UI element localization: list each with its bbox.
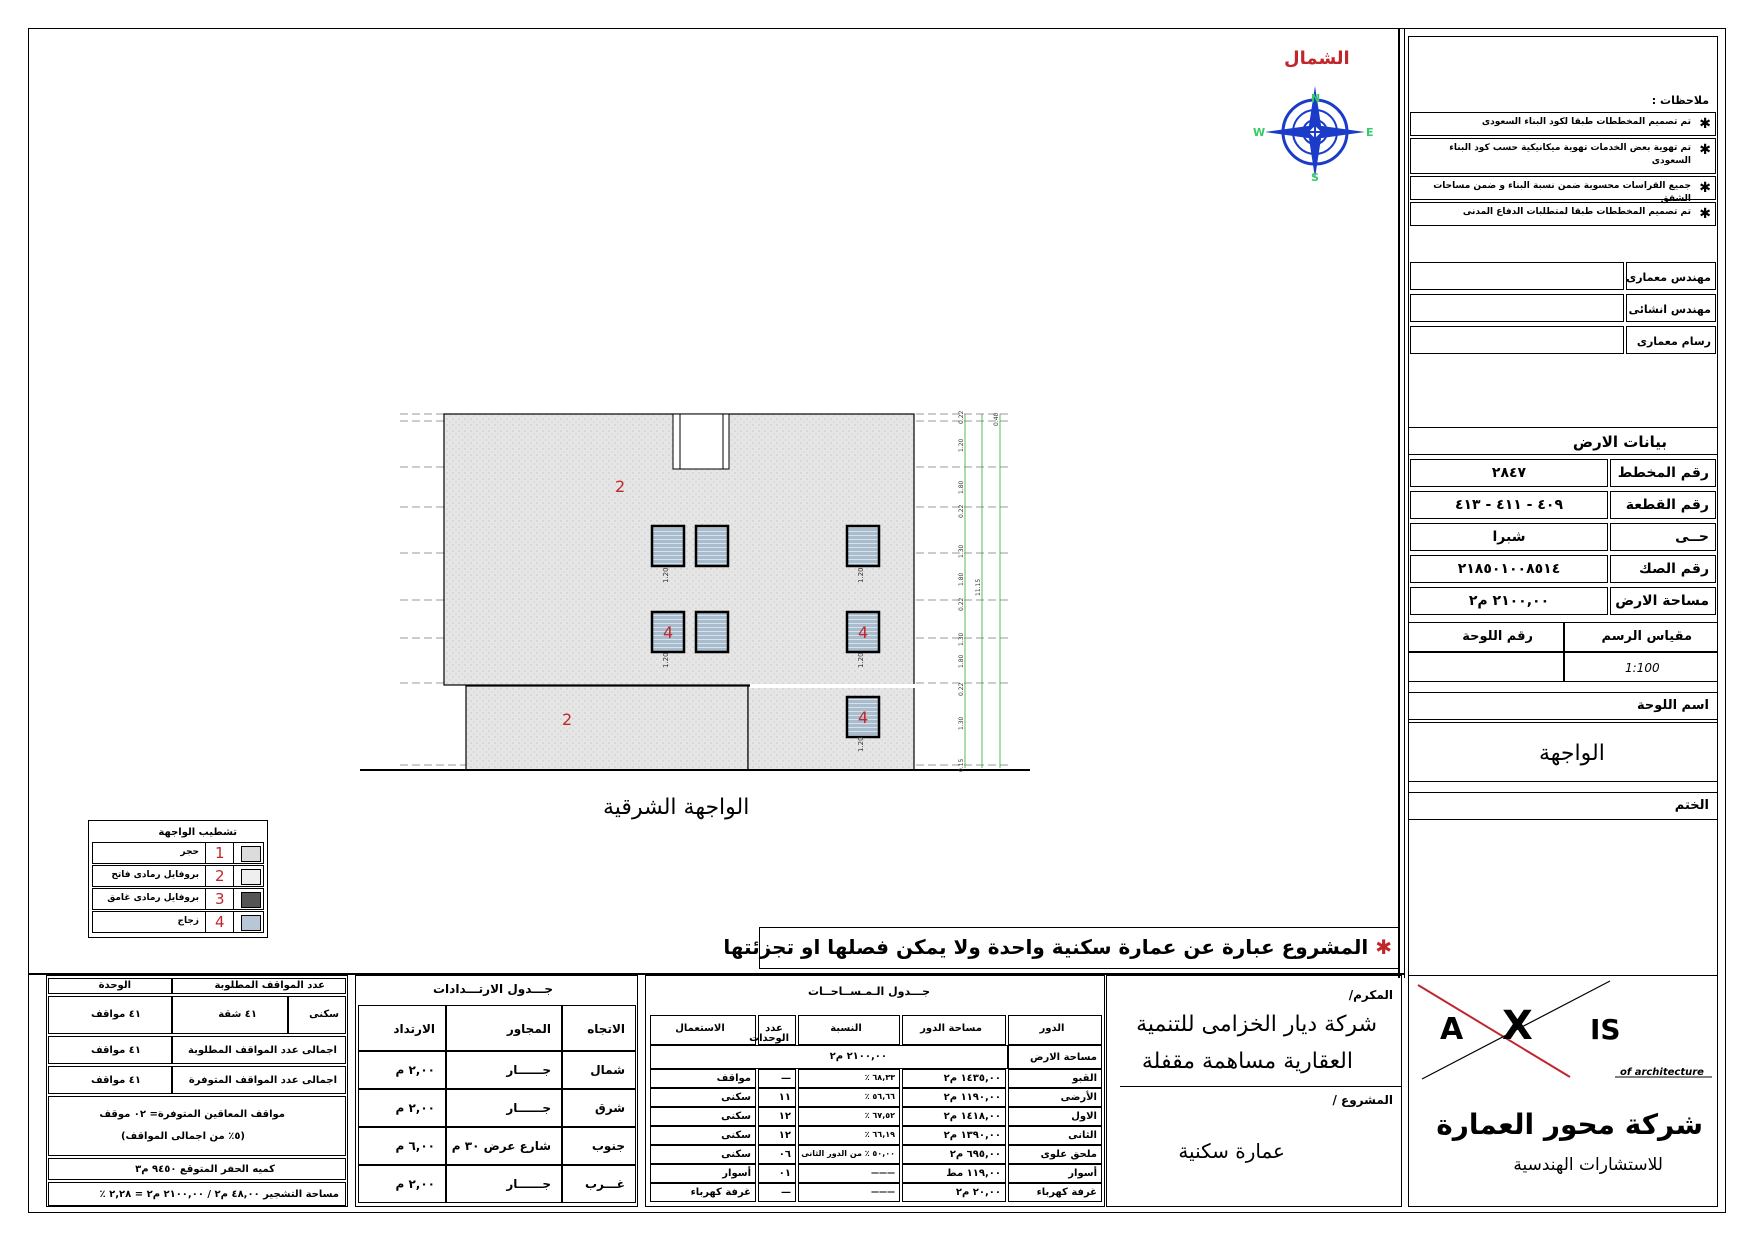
dimension-label: 0.22 (958, 597, 965, 611)
note-star-icon: ✱ (1699, 206, 1711, 222)
client-label: المكرم/ (1348, 988, 1393, 1002)
sheet-number-label-cell: رقم اللوحة (1408, 622, 1564, 652)
staff-name-cell (1410, 326, 1624, 354)
areas-title: جـــدول الـمـســاحــات (808, 985, 931, 998)
areas-cell: أسوار (650, 1164, 756, 1183)
areas-header-cell: عدد الوحدات (758, 1015, 796, 1045)
legend-number: 4 (215, 913, 225, 931)
dimension-label: 1.30 (958, 544, 965, 558)
material-tag: 2 (562, 710, 573, 729)
logo-sub: of architecture (1620, 1067, 1704, 1078)
setbacks-cell: شمال (562, 1051, 636, 1089)
window-dim-label: 1.20 (857, 736, 865, 752)
parking-cell: سكنى (288, 996, 346, 1034)
dimension-label: 0.22 (958, 410, 965, 424)
compass-w: W (1253, 126, 1266, 139)
note-row (1410, 112, 1716, 136)
dimension-label: 1.80 (958, 480, 965, 494)
areas-header-cell: مساحة الدور (902, 1015, 1006, 1045)
areas-cell: الاول (1008, 1107, 1102, 1126)
note-star-icon: ✱ (1699, 116, 1711, 132)
note-row (1410, 202, 1716, 226)
lower-block-right (748, 686, 914, 770)
legend-swatch (241, 892, 261, 908)
legend-swatch (241, 915, 261, 931)
parking-cell: اجمالى عدد المواقف المطلوبة (172, 1036, 346, 1064)
areas-land-value-cell: ٢١٠٠,٠٠ م٢ (650, 1045, 1008, 1069)
setbacks-cell: جــــــار (446, 1165, 562, 1203)
areas-cell: ١١٩,٠٠ مط (902, 1164, 1006, 1183)
logo-is: IS (1590, 1013, 1621, 1046)
project-label: المشروع / (1332, 1093, 1393, 1107)
parking-cell: عدد المواقف المطلوبة (172, 978, 346, 994)
compass-north-label: الشمال (1284, 48, 1350, 69)
lower-block-wall (466, 686, 748, 770)
legend-row (92, 888, 264, 910)
areas-cell: ٦٨,٣٣ ٪ (798, 1069, 900, 1088)
setbacks-cell: ٢,٠٠ م (358, 1165, 446, 1203)
areas-cell: ٥٠,٠٠ ٪ من الدور الثانى (798, 1145, 900, 1164)
roof-notch (673, 414, 729, 469)
land-label-cell: رقم المخطط (1610, 459, 1716, 487)
land-label-cell: رقم القطعة (1610, 491, 1716, 519)
areas-cell: سكنى (650, 1107, 756, 1126)
areas-cell: ٠٦ (758, 1145, 796, 1164)
areas-cell: ١٤٣٥,٠٠ م٢ (902, 1069, 1006, 1088)
areas-cell: غرفة كهرباء (1008, 1183, 1102, 1202)
setbacks-header-cell: المجاور (446, 1005, 562, 1051)
parking-cell: مساحة التشجير ٤٨,٠٠ م٢ / ٢١٠٠,٠٠ م٢ = ٢,٢٨ ٪ (48, 1182, 346, 1206)
compass-e: E (1366, 126, 1374, 139)
legend-label: بروفايل رمادى غامق (107, 893, 199, 903)
client-name-1: شركة ديار الخزامى للتنمية (1136, 1012, 1377, 1037)
dimension-label: 1.30 (958, 716, 965, 730)
legend-swatch (241, 846, 261, 862)
setbacks-header-cell: الارتداد (358, 1005, 446, 1051)
title-block-divider-2 (1404, 28, 1405, 978)
window (652, 526, 684, 566)
areas-cell: سكنى (650, 1145, 756, 1164)
areas-cell: سكنى (650, 1126, 756, 1145)
dimension-labels (958, 410, 1000, 772)
setbacks-cell: جــــــار (446, 1089, 562, 1127)
areas-land-label-cell: مساحة الارض (1008, 1045, 1102, 1069)
legend-title: تشطيب الواجهة (158, 827, 237, 838)
setbacks-cell: شرق (562, 1089, 636, 1127)
sheet-name-label-cell: اسم اللوحة (1408, 692, 1718, 720)
sheet-number-value-cell (1408, 652, 1564, 682)
setbacks-cell: ٢,٠٠ م (358, 1051, 446, 1089)
logo-a: A (1440, 1012, 1464, 1047)
window (696, 526, 728, 566)
note-text: تم تصميم المخططات طبقا لمتطلبات الدفاع المدنى (1462, 207, 1691, 217)
notice-box (723, 927, 1399, 969)
areas-cell: — (758, 1183, 796, 1202)
dimension-label: 1.30 (958, 632, 965, 646)
areas-cell: سكنى (650, 1088, 756, 1107)
total-dimension-label: 0.40 (993, 412, 1000, 426)
dimension-label: 0.15 (958, 758, 965, 772)
material-tag: 4 (858, 708, 869, 727)
areas-cell: ——— (798, 1183, 900, 1202)
notice-star-icon: ✱ (1375, 935, 1392, 959)
client-name-2: العقارية مساهمة مقفلة (1141, 1049, 1353, 1074)
staff-name-cell (1410, 262, 1624, 290)
legend-number: 2 (215, 867, 225, 885)
legend-row (92, 911, 264, 933)
areas-cell: ١٢ (758, 1107, 796, 1126)
notice-text (723, 935, 1392, 959)
stamp-label-cell: الختم (1408, 792, 1718, 820)
areas-cell: مواقف (650, 1069, 756, 1088)
note-row (1410, 176, 1716, 204)
land-title: بيانات الارض (1572, 433, 1667, 451)
window-dim-label: 1.20 (857, 652, 865, 668)
note-star-icon: ✱ (1699, 180, 1711, 196)
areas-cell: ٦٦,١٩ ٪ (798, 1126, 900, 1145)
parking-cell: ٤١ مواقف (48, 1066, 172, 1094)
areas-cell: ١٢ (758, 1126, 796, 1145)
notes-title: ملاحظات : (1651, 94, 1709, 107)
parking-cell: الوحدة (48, 978, 172, 994)
land-value-cell: ٤٠٩ - ٤١١ - ٤١٣ (1410, 491, 1608, 519)
parking-cell: ٤١ مواقف (48, 996, 172, 1034)
material-tag: 4 (858, 623, 869, 642)
dimension-label: 0.22 (958, 504, 965, 518)
land-value-cell: ٢١٠٠,٠٠ م٢ (1410, 587, 1608, 615)
north-arrow-icon (1250, 76, 1380, 186)
logo-x: X (1502, 1003, 1533, 1049)
land-value-cell: شبرا (1410, 523, 1608, 551)
dimension-label: 1.20 (958, 438, 965, 452)
land-value-cell: ٢١٨٥٠١٠٠٨٥١٤ (1410, 555, 1608, 583)
total-dimension-label: 11.15 (975, 578, 982, 596)
staff-role-cell: مهندس انشائى (1626, 294, 1716, 322)
title-block-divider (1398, 28, 1400, 978)
dimension-label: 1.80 (958, 572, 965, 586)
elevation-title: الواجهة الشرقية (603, 795, 750, 820)
legend-number: 1 (215, 844, 225, 862)
parking-cell: كميه الحفر المتوقع ٩٤٥٠ م٣ (48, 1158, 346, 1180)
areas-cell: ١٣٩٠,٠٠ م٢ (902, 1126, 1006, 1145)
legend-number: 3 (215, 890, 225, 908)
setbacks-header-cell: الاتجاه (562, 1005, 636, 1051)
window-dim-label: 1.20 (662, 652, 670, 668)
project-name: عمارة سكنية (1178, 1139, 1285, 1163)
note-text: تم تهوية بعض الخدمات تهوية ميكانيكية حسب كود البناء السعودى (1449, 143, 1691, 166)
note-text: جميع القراسات محسوبة ضمن نسبة البناء و ضمن مساحات الشقق (1433, 181, 1691, 204)
land-title-box (1408, 427, 1718, 455)
east-elevation-drawing (350, 400, 1050, 780)
sheet-name-value-cell: الواجهة (1408, 722, 1718, 782)
legend-label: بروفايل رمادى فاتح (111, 870, 199, 880)
areas-cell: — (758, 1069, 796, 1088)
scale-value-cell: 1:100 (1564, 652, 1718, 682)
areas-cell: الأرضى (1008, 1088, 1102, 1107)
areas-cell: ٥٦,٦٦ ٪ (798, 1088, 900, 1107)
parking-cell: ٤١ مواقف (48, 1036, 172, 1064)
note-star-icon: ✱ (1699, 142, 1711, 158)
window (847, 526, 879, 566)
areas-header-cell: الاستعمال (650, 1015, 756, 1045)
axis-logo-icon (1410, 977, 1715, 1082)
parking-cell: اجمالى عدد المواقف المتوفرة (172, 1066, 346, 1094)
areas-header-cell: الدور (1008, 1015, 1102, 1045)
setbacks-cell: غـــرب (562, 1165, 636, 1203)
parking-cell: ٤١ شقة (172, 996, 288, 1034)
compass-s: S (1311, 171, 1319, 184)
areas-header-cell: النسبة (798, 1015, 900, 1045)
staff-name-cell (1410, 294, 1624, 322)
office-name: شركة محور العمارة (1436, 1108, 1703, 1141)
areas-cell: غرفة كهرباء (650, 1183, 756, 1202)
setbacks-cell: شارع عرض ٣٠ م (446, 1127, 562, 1165)
areas-cell: الثانى (1008, 1126, 1102, 1145)
staff-role-cell: رسام معمارى (1626, 326, 1716, 354)
dimension-label: 0.22 (958, 682, 965, 696)
areas-cell: ٠١ (758, 1164, 796, 1183)
legend-row (92, 842, 264, 864)
setbacks-cell: جــــــار (446, 1051, 562, 1089)
areas-cell: ١١٩٠,٠٠ م٢ (902, 1088, 1006, 1107)
land-value-cell: ٢٨٤٧ (1410, 459, 1608, 487)
compass-n: N (1311, 92, 1321, 105)
staff-role-cell: مهندس معمارى (1626, 262, 1716, 290)
areas-cell: ١٤١٨,٠٠ م٢ (902, 1107, 1006, 1126)
areas-cell: ٢٠,٠٠ م٢ (902, 1183, 1006, 1202)
areas-cell: ٦٧,٥٢ ٪ (798, 1107, 900, 1126)
land-label-cell: حــى (1610, 523, 1716, 551)
note-row (1410, 138, 1716, 174)
window-dim-label: 1.20 (662, 567, 670, 583)
setbacks-cell: ٦,٠٠ م (358, 1127, 446, 1165)
setbacks-cell: ٢,٠٠ م (358, 1089, 446, 1127)
setbacks-cell: جنوب (562, 1127, 636, 1165)
dimension-label: 1.80 (958, 654, 965, 668)
legend-label: حجر (180, 847, 199, 857)
material-tag: 4 (663, 623, 674, 642)
note-text: تم تصميم المخططات طبقا لكود البناء السعودى (1481, 117, 1691, 127)
land-label-cell: رقم الصك (1610, 555, 1716, 583)
legend-row (92, 865, 264, 887)
client-block (1106, 975, 1402, 1207)
window-dim-label: 1.20 (857, 567, 865, 583)
areas-cell: القبو (1008, 1069, 1102, 1088)
areas-cell: ——— (798, 1164, 900, 1183)
office-sub: للاستشارات الهندسية (1513, 1155, 1663, 1175)
legend-label: زجاج (177, 916, 199, 926)
setbacks-title: جـــدول الارتـــدادات (433, 982, 554, 996)
notice-line: المشروع عبارة عن عمارة سكنية واحدة ولا يمكن فصلها او تجزئتها (723, 935, 1369, 959)
areas-cell: أسوار (1008, 1164, 1102, 1183)
scale-label-cell: مقياس الرسم (1564, 622, 1718, 652)
material-tag: 2 (615, 477, 626, 496)
legend-swatch (241, 869, 261, 885)
areas-cell: ٦٩٥,٠٠ م٢ (902, 1145, 1006, 1164)
areas-cell: ١١ (758, 1088, 796, 1107)
land-label-cell: مساحة الارض (1610, 587, 1716, 615)
parking-cell: مواقف المعاقين المتوفرة= ٠٢ موقف (٥٪ من اجمالى المواقف) (48, 1096, 346, 1156)
areas-cell: ملحق علوى (1008, 1145, 1102, 1164)
window (696, 612, 728, 652)
